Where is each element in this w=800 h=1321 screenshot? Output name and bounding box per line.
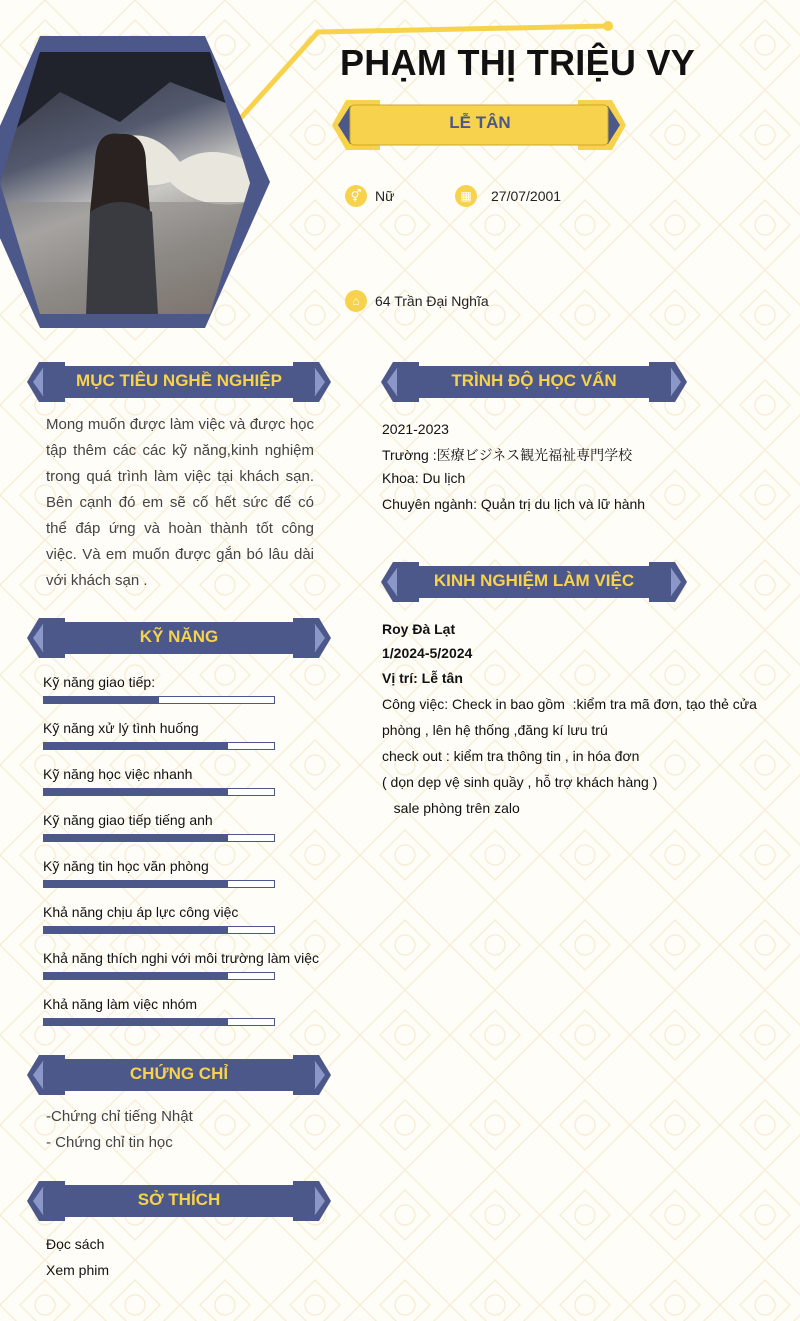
skill-bar [43, 696, 275, 704]
skill-bar-fill [44, 881, 228, 887]
education-school: Trường :医療ビジネス観光福祉専門学校 [382, 447, 633, 463]
gender-row [345, 185, 394, 207]
experience-line: phòng , lên hệ thống ,đăng kí lưu trú [382, 722, 608, 738]
skill-label: Khả năng làm việc nhóm [43, 996, 198, 1012]
experience-line: sale phòng trên zalo [382, 800, 520, 816]
birthdate-row [455, 185, 561, 207]
experience-line: ( dọn dẹp vệ sinh quầy , hỗ trợ khách hàng ) [382, 774, 658, 790]
skill-bar-fill [44, 835, 228, 841]
skill-label: Kỹ năng giao tiếp: [43, 674, 156, 690]
education-major: Chuyên ngành: Quản trị du lịch và lữ hành [382, 496, 646, 512]
skill-bar [43, 972, 275, 980]
certificate-item: -Chứng chỉ tiếng Nhật [46, 1108, 193, 1125]
certificates-title: CHỨNG CHỈ [129, 1064, 229, 1083]
objective-text: Mong muốn được làm việc và được học tập thêm các các kỹ năng,kinh nghiệm trong quá trình làm việc tại khách sạn. Bên cạnh đó em sẽ cố hết sức để có thể đáp ứng và hoàn thành tốt công việc. Và em muốn được gắn bó lâu dài với khách sạn . [46, 416, 314, 589]
skill-bar [43, 880, 275, 888]
hobby-item: Đọc sách [46, 1236, 105, 1252]
objective-title: MỤC TIÊU NGHỀ NGHIỆP [76, 371, 282, 390]
gender-icon: ⚥ [345, 185, 367, 207]
skills-title: KỸ NĂNG [139, 627, 219, 646]
skill-bar-fill [44, 697, 159, 703]
education-period: 2021-2023 [382, 421, 449, 437]
skill-bar-fill [44, 1019, 228, 1025]
calendar-icon: ▦ [455, 185, 477, 207]
address-row [345, 290, 489, 312]
education-faculty: Khoa: Du lịch [382, 470, 466, 486]
experience-period: 1/2024-5/2024 [382, 645, 473, 661]
birthdate-value: 27/07/2001 [491, 188, 562, 204]
skill-label: Kỹ năng xử lý tình huống [43, 720, 199, 736]
certificate-item: - Chứng chỉ tin học [46, 1134, 173, 1151]
skill-bar-fill [44, 789, 228, 795]
address-value: 64 Trần Đại Nghĩa [375, 293, 489, 309]
experience-line: Công việc: Check in bao gồm :kiểm tra mã đơn, tạo thẻ cửa [382, 696, 757, 712]
skill-label: Khả năng chịu áp lực công việc [43, 904, 239, 920]
hobby-item: Xem phim [46, 1262, 110, 1278]
experience-line: check out : kiểm tra thông tin , in hóa đơn [382, 748, 640, 764]
skill-bar [43, 742, 275, 750]
skill-bar [43, 834, 275, 842]
skill-bar [43, 926, 275, 934]
experience-company: Roy Đà Lạt [382, 621, 456, 637]
candidate-name: PHẠM THỊ TRIỆU VY [340, 42, 696, 83]
skill-bar-fill [44, 927, 228, 933]
skill-bar-fill [44, 743, 228, 749]
education-title: TRÌNH ĐỘ HỌC VẤN [451, 371, 617, 390]
skill-label: Kỹ năng học việc nhanh [43, 766, 193, 782]
home-icon: ⌂ [345, 290, 367, 312]
skill-bar [43, 788, 275, 796]
position-title: LỄ TÂN [449, 113, 511, 132]
skill-label: Kỹ năng tin học văn phòng [43, 858, 209, 874]
gender-value: Nữ [375, 188, 395, 204]
hobbies-title: SỞ THÍCH [137, 1190, 221, 1209]
experience-role: Vị trí: Lễ tân [382, 670, 463, 686]
skill-bar-fill [44, 973, 228, 979]
skill-label: Khả năng thích nghi với môi trường làm việc [43, 950, 319, 966]
avatar [0, 52, 250, 314]
skill-bar [43, 1018, 275, 1026]
skill-label: Kỹ năng giao tiếp tiếng anh [43, 812, 213, 828]
experience-title: KINH NGHIỆM LÀM VIỆC [433, 571, 635, 590]
